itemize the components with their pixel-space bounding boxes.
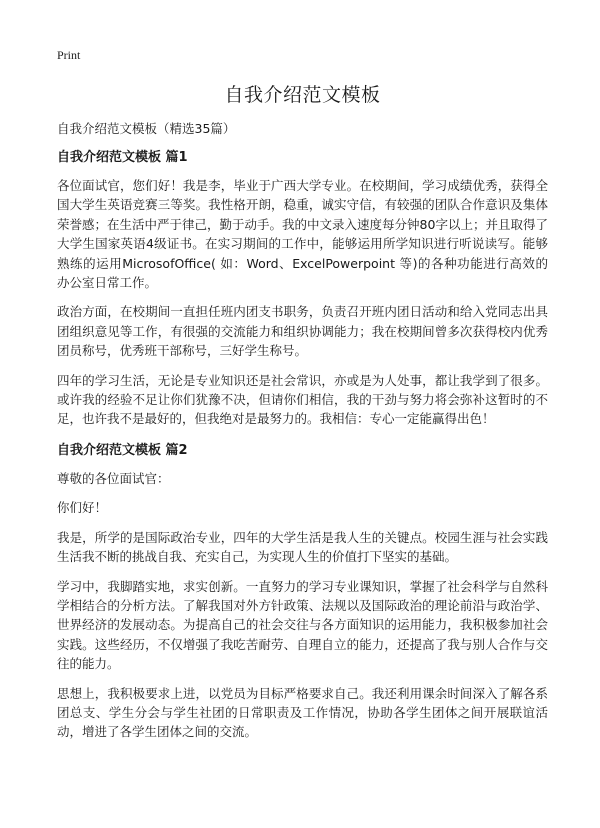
section-2 bbox=[57, 442, 548, 742]
paragraph: 你们好！ bbox=[57, 500, 108, 516]
print-link[interactable]: Print bbox=[57, 48, 81, 62]
section-heading: 自我介绍范文模板 篇2 bbox=[57, 442, 188, 458]
paragraph: 思想上，我积极要求上进，以党员为目标严格要求自己。我还利用课余时间深入了解各系团总支、学生分会与学生社团的日常职责及工作情况，协助各学生团体之间开展联谊活动，增进了各学生团体之间的交流。 bbox=[57, 685, 548, 740]
paragraph: 各位面试官，您们好！我是李，毕业于广西大学专业。在校期间，学习成绩优秀，获得全国大学生英语竞赛三等奖。我性格开朗，稳重，诚实守信，有较强的团队合作意识及集体荣誉感；在生活中严于律己，勤于动手。我的中文录入速度每分钟80字以上；并且取得了大学生国家英语4级证书。在实习期间的工作中，能够运用所学知识进行听说读写。能够熟练的运用MicrosofOffice( 如：Word、ExcelPowerpoint 等)的各种功能进行高效的办公室日常工作。 bbox=[57, 178, 548, 291]
paragraph: 我是，所学的是国际政治专业，四年的大学生活是我人生的关键点。校园生涯与社会实践生活我不断的挑战自我、充实自己，为实现人生的价值打下坚实的基础。 bbox=[57, 529, 548, 565]
document-subtitle: 自我介绍范文模板（精选35篇） bbox=[57, 121, 236, 136]
paragraph: 四年的学习生活，无论是专业知识还是社会常识，亦或是为人处事，都让我学到了很多。或许我的经验不足让你们犹豫不决，但请你们相信，我的干劲与努力将会弥补这暂时的不足，也许我不是最好的，但我绝对是最努力的。我相信：专心一定能赢得出色！ bbox=[57, 372, 548, 427]
paragraph: 尊敬的各位面试官： bbox=[57, 470, 170, 486]
paragraph: 政治方面，在校期间一直担任班内团支书职务，负责召开班内团日活动和给入党同志出具团组织意见等工作，有很强的交流能力和组织协调能力；我在校期间曾多次获得校内优秀团员称号，优秀班干部称号，三好学生称号。 bbox=[57, 304, 548, 359]
section-heading: 自我介绍范文模板 篇1 bbox=[57, 150, 188, 165]
paragraph: 学习中，我脚踏实地，求实创新。一直努力的学习专业课知识，掌握了社会科学与自然科学相结合的分析方法。了解我国对外方针政策、法规以及国际政治的理论前沿与政治学、世界经济的发展动态。为提高自己的社会交往与各方面知识的运用能力，我积极参加社会实践。这些经历，不仅增强了我吃苦耐劳、自理自立的能力，还提高了我与别人合作与交往的能力。 bbox=[57, 578, 548, 672]
page-title: 自我介绍范文模板 bbox=[224, 84, 381, 106]
section-1 bbox=[57, 149, 548, 429]
